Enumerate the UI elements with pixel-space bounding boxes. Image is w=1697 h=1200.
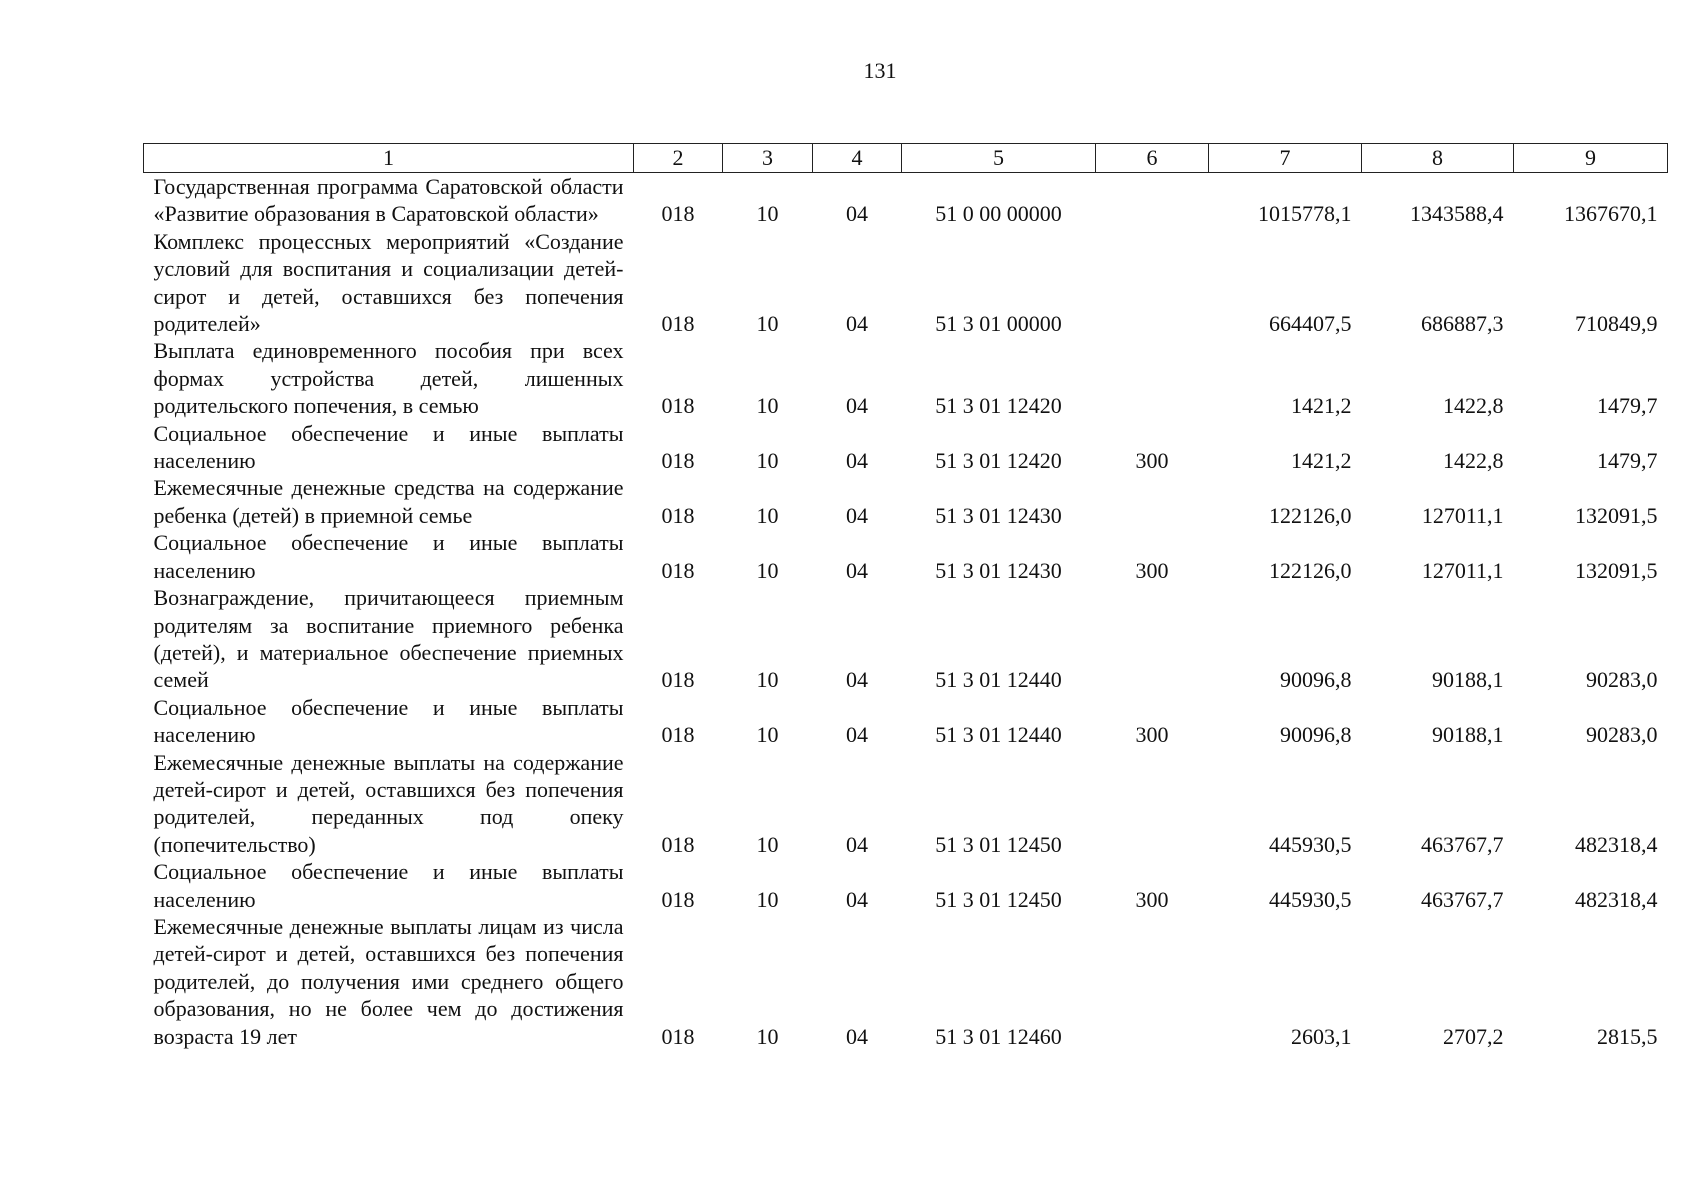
row-subsection-code: 04 bbox=[846, 393, 868, 419]
row-target-code: 51 3 01 12430 bbox=[935, 557, 1062, 583]
column-header-7: 7 bbox=[1209, 144, 1362, 173]
table-row bbox=[144, 858, 1668, 913]
column-header-9: 9 bbox=[1514, 144, 1668, 173]
row-amount-col7: 90096,8 bbox=[1280, 722, 1352, 748]
row-expense-type bbox=[1096, 228, 1209, 338]
row-amount-col7: 122126,0 bbox=[1269, 502, 1352, 528]
row-amount-col8: 90188,1 bbox=[1432, 667, 1504, 693]
row-expense-type: 300 bbox=[1135, 722, 1169, 748]
table-row bbox=[144, 420, 1668, 475]
row-amount-col7: 1015778,1 bbox=[1258, 201, 1352, 227]
table-row bbox=[144, 749, 1668, 859]
row-subsection-code: 04 bbox=[846, 201, 868, 227]
row-amount-col7: 664407,5 bbox=[1269, 311, 1352, 337]
row-amount-col8: 90188,1 bbox=[1432, 722, 1504, 748]
row-subsection-code: 04 bbox=[846, 722, 868, 748]
column-header-4: 4 bbox=[813, 144, 902, 173]
row-subsection-code: 04 bbox=[846, 448, 868, 474]
row-subsection-code: 04 bbox=[846, 311, 868, 337]
row-amount-col9: 90283,0 bbox=[1586, 667, 1658, 693]
row-expense-type bbox=[1096, 749, 1209, 859]
row-expense-type: 300 bbox=[1135, 886, 1169, 912]
row-amount-col7: 2603,1 bbox=[1291, 1023, 1352, 1049]
table-row bbox=[144, 228, 1668, 338]
row-ministry-code: 018 bbox=[661, 831, 695, 857]
row-ministry-code: 018 bbox=[661, 393, 695, 419]
column-header-3: 3 bbox=[723, 144, 813, 173]
row-amount-col8: 463767,7 bbox=[1421, 886, 1504, 912]
row-target-code: 51 3 01 12420 bbox=[935, 393, 1062, 419]
row-subsection-code: 04 bbox=[846, 502, 868, 528]
table-row bbox=[144, 694, 1668, 749]
table-row bbox=[144, 474, 1668, 529]
row-amount-col7: 1421,2 bbox=[1291, 448, 1352, 474]
row-amount-col7: 122126,0 bbox=[1269, 557, 1352, 583]
row-section-code: 10 bbox=[756, 311, 779, 337]
column-header-1: 1 bbox=[144, 144, 634, 173]
row-amount-col9: 482318,4 bbox=[1575, 886, 1658, 912]
row-amount-col7: 90096,8 bbox=[1280, 667, 1352, 693]
row-expense-type bbox=[1096, 337, 1209, 419]
table-row bbox=[144, 913, 1668, 1050]
row-amount-col9: 1479,7 bbox=[1597, 393, 1658, 419]
row-ministry-code: 018 bbox=[661, 667, 695, 693]
row-section-code: 10 bbox=[756, 393, 779, 419]
row-amount-col7: 445930,5 bbox=[1269, 831, 1352, 857]
row-amount-col9: 1479,7 bbox=[1597, 448, 1658, 474]
row-amount-col9: 482318,4 bbox=[1575, 831, 1658, 857]
row-ministry-code: 018 bbox=[661, 722, 695, 748]
row-name: Выплата единовременного пособия при всех формах устройства детей, лишенных родительского попечения, в семью bbox=[153, 338, 624, 419]
row-name: Социальное обеспечение и иные выплаты населению bbox=[153, 859, 624, 912]
row-ministry-code: 018 bbox=[661, 886, 695, 912]
table-row bbox=[144, 529, 1668, 584]
row-section-code: 10 bbox=[756, 1023, 779, 1049]
row-target-code: 51 3 01 12460 bbox=[935, 1023, 1062, 1049]
row-ministry-code: 018 bbox=[661, 448, 695, 474]
row-expense-type bbox=[1096, 913, 1209, 1050]
row-name: Комплекс процессных мероприятий «Создание условий для воспитания и социализации детей-сирот и детей, оставшихся без попечения родителей» bbox=[153, 228, 624, 337]
row-amount-col7: 445930,5 bbox=[1269, 886, 1352, 912]
row-amount-col8: 1343588,4 bbox=[1410, 201, 1504, 227]
row-amount-col8: 463767,7 bbox=[1421, 831, 1504, 857]
row-name: Социальное обеспечение и иные выплаты населению bbox=[153, 420, 624, 474]
row-ministry-code: 018 bbox=[661, 1023, 695, 1049]
row-target-code: 51 3 01 12450 bbox=[935, 886, 1062, 912]
row-amount-col8: 1422,8 bbox=[1443, 448, 1504, 474]
row-target-code: 51 3 01 12450 bbox=[935, 831, 1062, 857]
row-amount-col9: 90283,0 bbox=[1586, 722, 1658, 748]
row-amount-col8: 127011,1 bbox=[1421, 502, 1504, 528]
row-name: Социальное обеспечение и иные выплаты населению bbox=[153, 530, 624, 583]
row-ministry-code: 018 bbox=[661, 502, 695, 528]
row-amount-col9: 2815,5 bbox=[1597, 1023, 1658, 1049]
row-ministry-code: 018 bbox=[661, 201, 695, 227]
row-section-code: 10 bbox=[756, 448, 779, 474]
row-section-code: 10 bbox=[756, 557, 779, 583]
row-amount-col9: 710849,9 bbox=[1575, 311, 1658, 337]
row-section-code: 10 bbox=[756, 886, 779, 912]
row-section-code: 10 bbox=[756, 201, 779, 227]
row-subsection-code: 04 bbox=[846, 667, 868, 693]
row-amount-col9: 132091,5 bbox=[1575, 557, 1658, 583]
table-row bbox=[144, 337, 1668, 419]
row-section-code: 10 bbox=[756, 502, 779, 528]
column-header-5: 5 bbox=[902, 144, 1096, 173]
row-expense-type: 300 bbox=[1135, 448, 1169, 474]
row-expense-type bbox=[1096, 474, 1209, 529]
row-section-code: 10 bbox=[756, 667, 779, 693]
row-expense-type: 300 bbox=[1135, 557, 1169, 583]
row-ministry-code: 018 bbox=[661, 557, 695, 583]
row-amount-col8: 2707,2 bbox=[1443, 1023, 1504, 1049]
row-target-code: 51 3 01 12440 bbox=[935, 722, 1062, 748]
budget-table bbox=[143, 143, 1668, 1050]
table-header-row bbox=[144, 144, 1668, 173]
row-name: Социальное обеспечение и иные выплаты населению bbox=[153, 694, 624, 748]
row-subsection-code: 04 bbox=[846, 1023, 868, 1049]
column-header-8: 8 bbox=[1362, 144, 1514, 173]
row-amount-col7: 1421,2 bbox=[1291, 393, 1352, 419]
row-name: Ежемесячные денежные выплаты на содержание детей-сирот и детей, оставшихся без попечения родителей, переданных под опеку (попечительство) bbox=[153, 749, 624, 857]
row-target-code: 51 3 01 12420 bbox=[935, 448, 1062, 474]
row-amount-col9: 132091,5 bbox=[1575, 502, 1658, 528]
row-ministry-code: 018 bbox=[661, 311, 695, 337]
row-name: Вознаграждение, причитающееся приемным родителям за воспитание приемного ребенка (детей), и материальное обеспечение приемных семей bbox=[153, 585, 624, 693]
row-expense-type bbox=[1096, 584, 1209, 694]
row-subsection-code: 04 bbox=[846, 831, 868, 857]
row-target-code: 51 3 01 12440 bbox=[935, 667, 1062, 693]
row-target-code: 51 3 01 00000 bbox=[935, 311, 1062, 337]
row-subsection-code: 04 bbox=[846, 557, 868, 583]
row-amount-col8: 686887,3 bbox=[1421, 311, 1504, 337]
table-row bbox=[144, 173, 1668, 228]
row-name: Ежемесячные денежные средства на содержание ребенка (детей) в приемной семье bbox=[153, 475, 624, 528]
column-header-2: 2 bbox=[634, 144, 723, 173]
table-row bbox=[144, 584, 1668, 694]
row-section-code: 10 bbox=[756, 831, 779, 857]
column-header-6: 6 bbox=[1096, 144, 1209, 173]
page-number: 131 bbox=[863, 58, 897, 83]
row-amount-col8: 1422,8 bbox=[1443, 393, 1504, 419]
row-target-code: 51 3 01 12430 bbox=[935, 502, 1062, 528]
row-subsection-code: 04 bbox=[846, 886, 868, 912]
row-target-code: 51 0 00 00000 bbox=[935, 201, 1062, 227]
row-name: Ежемесячные денежные выплаты лицам из числа детей-сирот и детей, оставшихся без попечения родителей, до получения ими среднего общего образования, но не более чем до достижения возраста 19 лет bbox=[153, 913, 624, 1049]
row-expense-type bbox=[1096, 173, 1209, 228]
row-section-code: 10 bbox=[756, 722, 779, 748]
row-name: Государственная программа Саратовской области «Развитие образования в Саратовской области» bbox=[153, 174, 624, 227]
row-amount-col8: 127011,1 bbox=[1421, 557, 1504, 583]
row-amount-col9: 1367670,1 bbox=[1564, 201, 1658, 227]
